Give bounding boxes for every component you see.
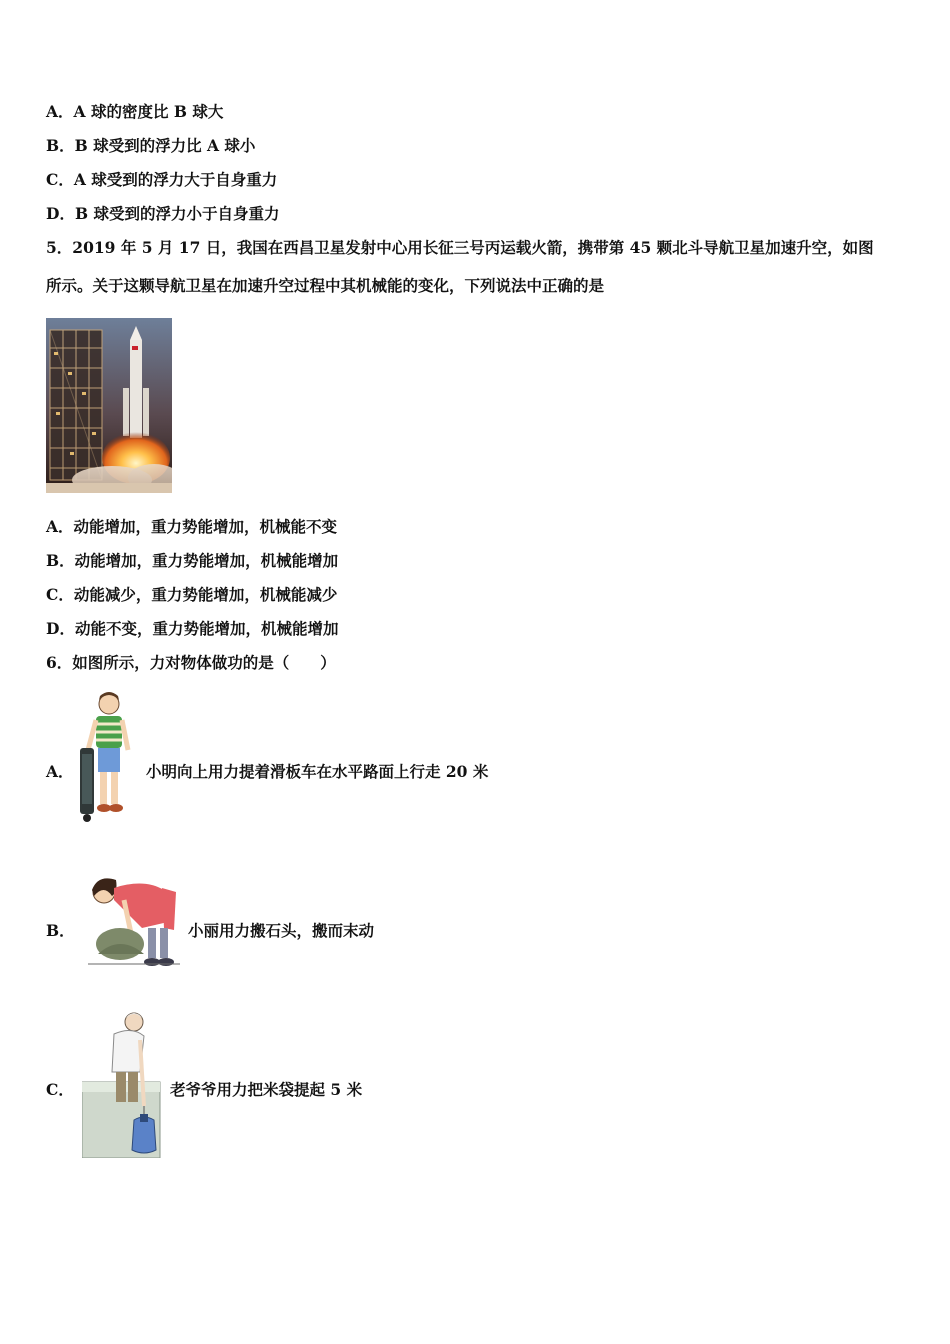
q5-option-b: B．动能增加，重力势能增加，机械能增加 [46, 551, 339, 570]
q4-option-b: B．B 球受到的浮力比 A 球小 [46, 136, 256, 155]
q5-option-d: D．动能不变，重力势能增加，机械能增加 [46, 619, 339, 638]
q6-stem: 6．如图所示，力对物体做功的是（ ） [46, 653, 336, 672]
q4-option-a: A．A 球的密度比 B 球大 [46, 102, 224, 121]
q6-option-b-text: 小丽用力搬石头，搬而末动 [188, 921, 375, 940]
q6-option-a-text: 小明向上用力提着滑板车在水平路面上行走 20 米 [146, 762, 489, 781]
q6-option-c-letter: C． [46, 1080, 74, 1099]
q5-stem-line2: 所示。关于这颗导航卫星在加速升空过程中其机械能的变化，下列说法中正确的是 [46, 276, 605, 295]
q6-option-a-letter: A． [46, 762, 74, 781]
q5-option-a: A．动能增加，重力势能增加，机械能不变 [46, 517, 338, 536]
q4-option-c: C．A 球受到的浮力大于自身重力 [46, 170, 278, 189]
q6-option-c-text: 老爷爷用力把米袋提起 5 米 [170, 1080, 363, 1099]
grandpa-lifting-rice-bag-illustration [82, 1010, 164, 1158]
boy-carrying-scooter-illustration [78, 690, 140, 828]
q5-stem-line1: 5．2019 年 5 月 17 日，我国在西昌卫星发射中心用长征三号丙运载火箭，携带第 45 颗北斗导航卫星加速升空，如图 [46, 238, 874, 257]
q4-option-d: D．B 球受到的浮力小于自身重力 [46, 204, 280, 223]
q5-option-c: C．动能减少，重力势能增加，机械能减少 [46, 585, 338, 604]
girl-lifting-stone-illustration [84, 870, 184, 968]
q6-option-b-letter: B． [46, 921, 75, 940]
rocket-launch-photo [46, 318, 172, 493]
